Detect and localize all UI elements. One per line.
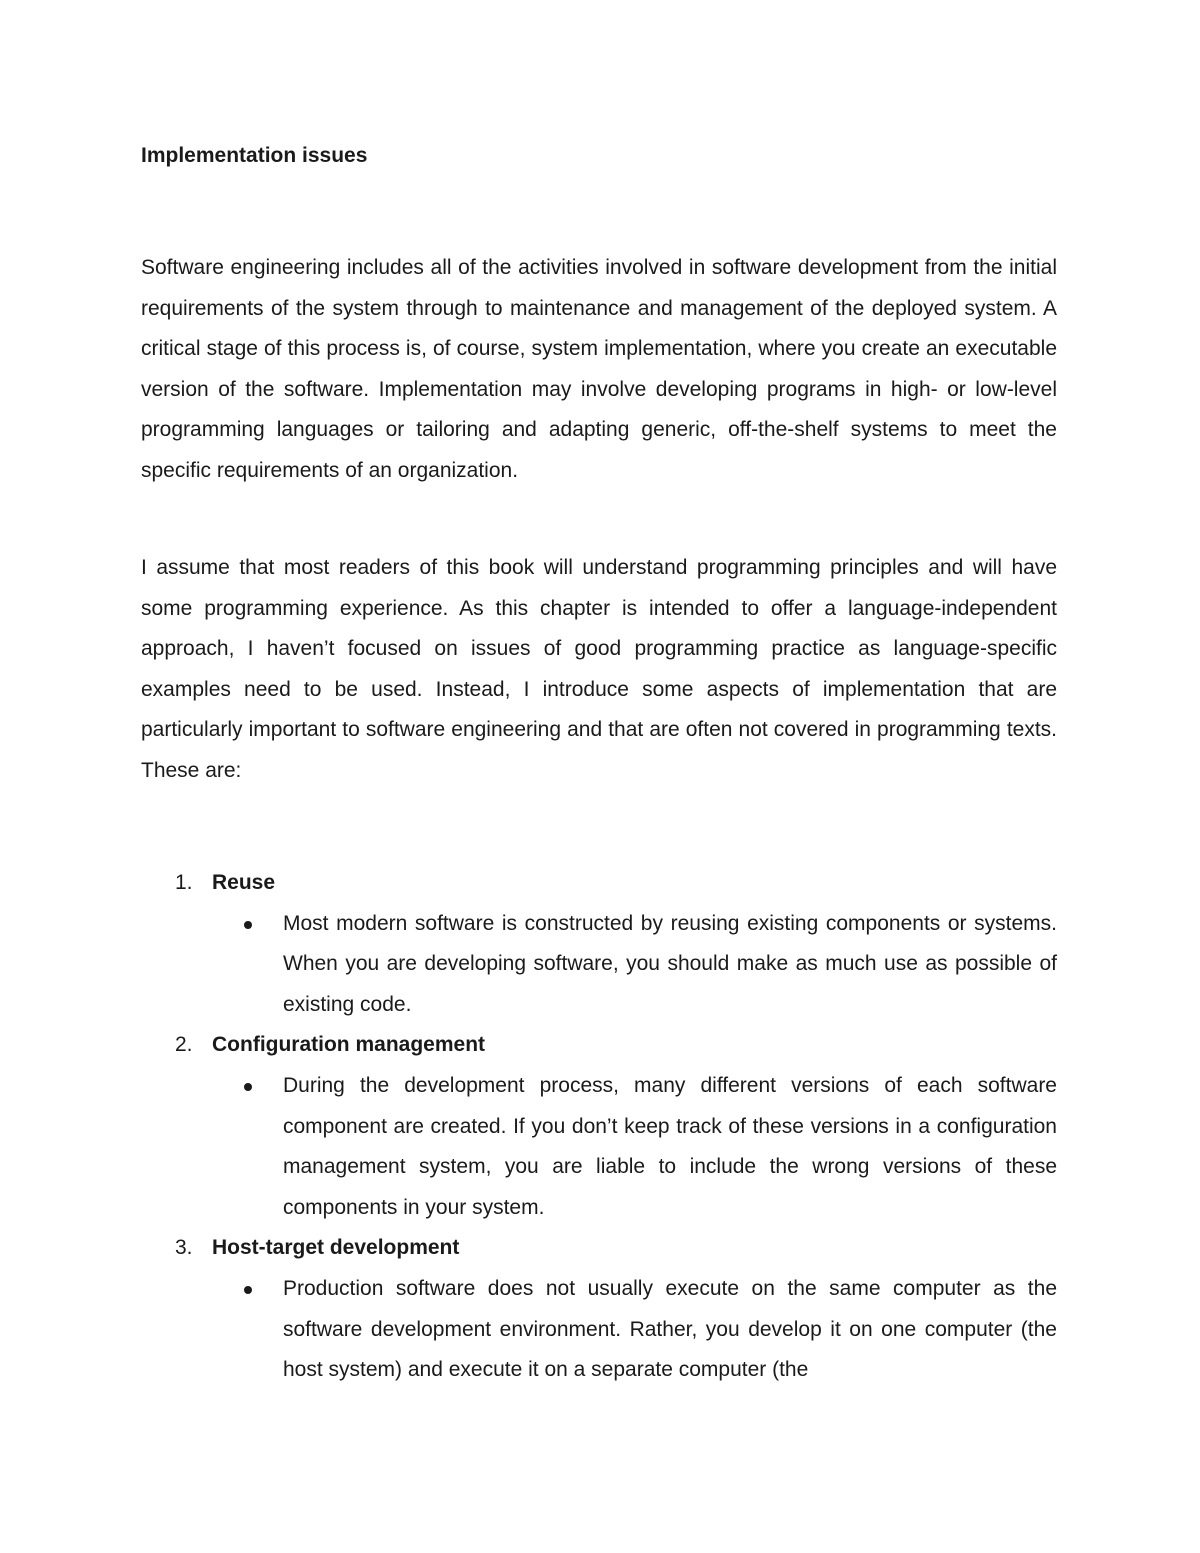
list-item-title: Reuse — [212, 871, 276, 894]
bullet-icon — [244, 921, 252, 929]
list-item-heading — [0, 1228, 1200, 1269]
bullet-item — [0, 1066, 1057, 1228]
paragraph-intro: Software engineering includes all of the activities involved in software development from the initial requirements of the system through to maintenance and management of the deployed system. A critical stage of this process is, of course, system implementation, where you create an executable version of the software. Implementation may involve developing programs in high- or low-level programming languages or tailoring and adapting generic, off-the-shelf systems to meet the specific requirements of an organization. — [141, 256, 1057, 482]
bullet-text: During the development process, many different versions of each software component are created. If you don’t keep track of these versions in a configuration management system, you are liable to include the wrong versions of these components in your system. — [283, 1073, 1057, 1219]
paragraph-assumptions: I assume that most readers of this book will understand programming principles and will have some programming experience. As this chapter is intended to offer a language-independent approach, I haven’t focused on issues of good programming practice as language-specific examples need to be used. Instead, I introduce some aspects of implementation that are particularly important to software engineering and that are often not covered in programming texts. These are: — [141, 556, 1057, 782]
bullet-icon — [244, 1286, 252, 1294]
list-item-number: 1. — [175, 871, 193, 894]
list-item-number: 3. — [175, 1236, 193, 1260]
bullet-text: Most modern software is constructed by reusing existing components or systems. When you are developing software, you should make as much use as possible of existing code. — [283, 911, 1057, 1016]
list-item-configuration-management — [0, 1025, 1200, 1228]
bullet-item — [0, 904, 1057, 1026]
list-item-heading — [0, 1025, 1200, 1066]
issues-list — [0, 863, 1200, 1391]
bullet-text: Production software does not usually execute on the same computer as the software development environment. Rather, you develop it on one computer (the host system) and execute it on a separate computer (the — [283, 1276, 1057, 1382]
list-item-host-target-development — [0, 1228, 1200, 1390]
list-item-heading — [0, 863, 1200, 904]
list-item-title: Host-target development — [212, 1236, 460, 1260]
list-item-number: 2. — [175, 1033, 193, 1057]
list-item-title: Configuration management — [212, 1033, 486, 1057]
list-item-reuse — [0, 863, 1200, 1025]
bullet-icon — [244, 1083, 252, 1091]
page-title: Implementation issues — [141, 144, 368, 167]
bullet-item — [0, 1269, 1057, 1391]
